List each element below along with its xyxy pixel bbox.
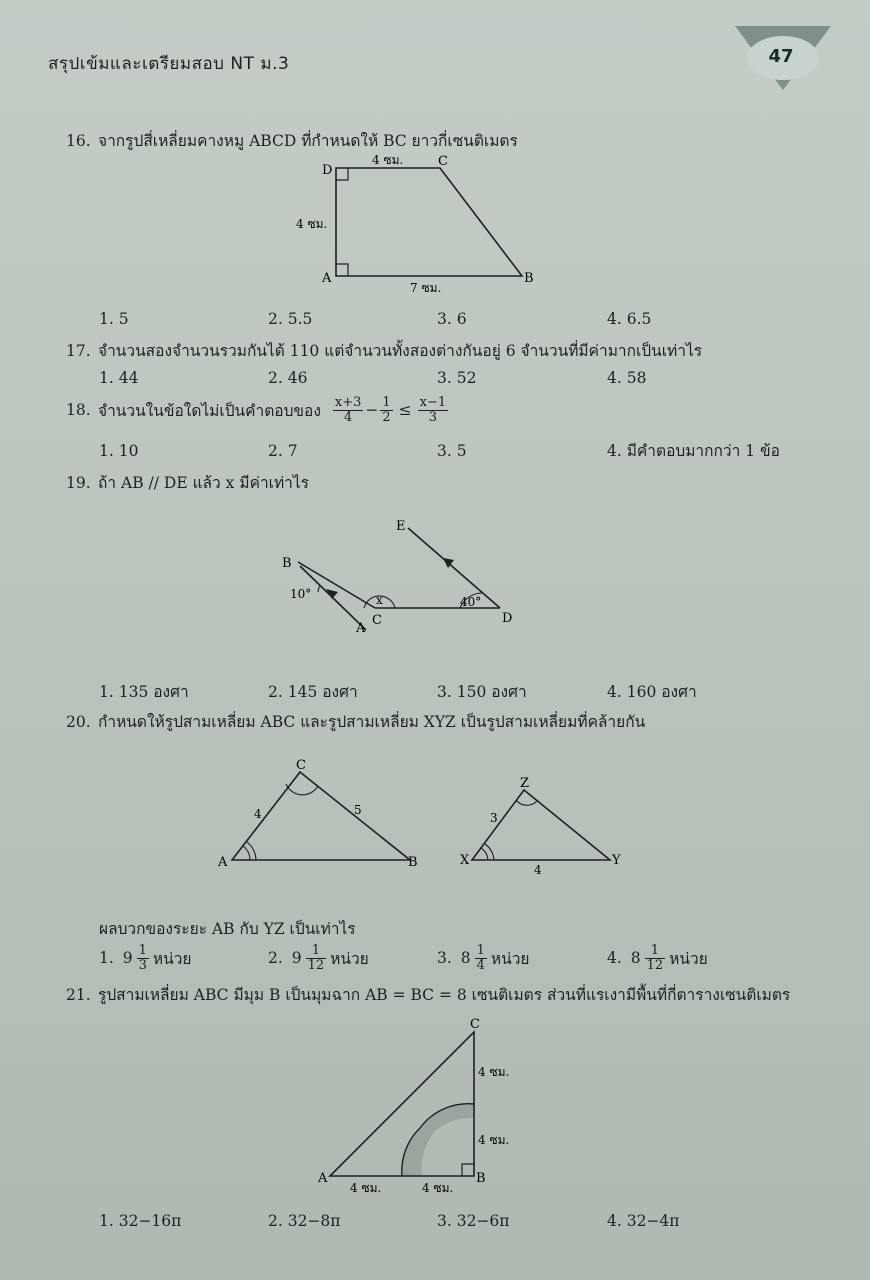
option-16-4[interactable]: 4. 6.5 [607, 310, 652, 328]
option-20-3[interactable]: 3. 8 $\frac{1}{4}$ หน่วย [437, 943, 530, 973]
dim-a-mid: 4 ซม. [350, 1181, 382, 1195]
option-20-4[interactable]: 4. 8 $\frac{1}{12}$ หน่วย [607, 943, 708, 973]
label-a: A [318, 1171, 328, 1186]
option-19-2[interactable]: 2. 145 องศา [268, 683, 358, 701]
label-e: E [396, 519, 406, 534]
fraction: $\frac{x+3}{4}$ [334, 395, 362, 425]
page-number: 47 [768, 46, 794, 67]
dim-mid-b2: 4 ซม. [422, 1181, 454, 1195]
dim-c-mid: 4 ซม. [478, 1065, 510, 1079]
question-16 [66, 128, 518, 153]
option-20-1[interactable]: 1. 9 $\frac{1}{3}$ หน่วย [99, 943, 192, 973]
right-triangle-shaded-figure [316, 1012, 536, 1198]
question-number: 16. [66, 132, 91, 150]
label-d: D [502, 611, 513, 626]
question-number: 17. [66, 342, 91, 360]
question-19 [66, 470, 309, 495]
label-c: C [438, 154, 448, 169]
trapezoid-figure [290, 152, 550, 300]
label-b: B [408, 855, 418, 870]
dim-ab: 7 ซม. [410, 281, 442, 295]
question-number: 18. [66, 401, 91, 420]
option-19-1[interactable]: 1. 135 องศา [99, 683, 189, 701]
label-x: X [460, 853, 470, 868]
question-number: 19. [66, 474, 91, 492]
option-21-1[interactable]: 1. 32−16π [99, 1212, 182, 1230]
label-z: Z [520, 776, 530, 791]
label-b: B [524, 271, 534, 286]
question-text: จากรูปสี่เหลี่ยมคางหมู ABCD ที่กำหนดให้ BC ยาวกี่เซนติเมตร [98, 132, 518, 150]
similar-triangles-figure [214, 756, 634, 878]
label-c: C [296, 758, 306, 773]
label-a: A [356, 621, 366, 636]
question-text: จำนวนในข้อใดไม่เป็นคำตอบของ [98, 401, 321, 420]
question-18 [66, 396, 450, 424]
angle-x: x [376, 593, 383, 607]
option-16-1[interactable]: 1. 5 [99, 310, 129, 328]
option-17-1[interactable]: 1. 44 [99, 369, 139, 387]
label-d: D [322, 163, 333, 178]
label-c: C [470, 1017, 480, 1032]
option-21-4[interactable]: 4. 32−4π [607, 1212, 680, 1230]
option-19-3[interactable]: 3. 150 องศา [437, 683, 527, 701]
option-16-3[interactable]: 3. 6 [437, 310, 467, 328]
question-number: 20. [66, 713, 91, 731]
dim-dc: 4 ซม. [372, 153, 404, 167]
dim-da: 4 ซม. [296, 217, 328, 231]
question-text: จำนวนสองจำนวนรวมกันได้ 110 แต่จำนวนทั้งสองต่างกันอยู่ 6 จำนวนที่มีค่ามากเป็นเท่าไร [98, 342, 703, 360]
angle-40: 40° [460, 595, 482, 609]
option-21-2[interactable]: 2. 32−8π [268, 1212, 341, 1230]
option-19-4[interactable]: 4. 160 องศา [607, 683, 697, 701]
fraction: $\frac{1}{2}$ [382, 395, 391, 425]
label-a: A [218, 855, 228, 870]
question-20 [66, 709, 645, 734]
page-header-title: สรุปเข้มและเตรียมสอบ NT ม.3 [48, 54, 290, 74]
option-16-2[interactable]: 2. 5.5 [268, 310, 313, 328]
option-17-2[interactable]: 2. 46 [268, 369, 308, 387]
option-17-4[interactable]: 4. 58 [607, 369, 647, 387]
inequality-expression: $\frac{x+3}{4}$ − $\frac{1}{2}$ ≤ $\frac{x-1}{3}$ [334, 395, 447, 425]
label-a: A [322, 271, 332, 286]
label-y: Y [612, 853, 621, 868]
question-text: กำหนดให้รูปสามเหลี่ยม ABC และรูปสามเหลี่ยม XYZ เป็นรูปสามเหลี่ยมที่คล้ายกัน [98, 713, 646, 731]
label-c: C [372, 613, 382, 628]
side-bc: 5 [354, 803, 362, 817]
question-number: 21. [66, 986, 91, 1004]
question-text: ถ้า AB // DE แล้ว x มีค่าเท่าไร [98, 474, 309, 492]
parallel-lines-figure [278, 512, 528, 640]
label-b: B [282, 556, 292, 571]
option-20-2[interactable]: 2. 9 $\frac{1}{12}$ หน่วย [268, 943, 369, 973]
side-xz: 3 [490, 811, 498, 825]
angle-10: 10° [290, 587, 312, 601]
fraction: $\frac{x-1}{3}$ [419, 395, 447, 425]
side-xy: 4 [534, 863, 542, 877]
dim-mid-b: 4 ซม. [478, 1133, 510, 1147]
option-18-2[interactable]: 2. 7 [268, 442, 298, 460]
option-18-3[interactable]: 3. 5 [437, 442, 467, 460]
question-17 [66, 338, 702, 363]
side-ac: 4 [254, 807, 262, 821]
question-text: รูปสามเหลี่ยม ABC มีมุม B เป็นมุมฉาก AB = BC = 8 เซนติเมตร ส่วนที่แรเงามีพื้นที่กี่ตารางเซนติเมตร [98, 986, 791, 1004]
question-21 [66, 982, 790, 1007]
option-18-1[interactable]: 1. 10 [99, 442, 139, 460]
option-18-4[interactable]: 4. มีคำตอบมากกว่า 1 ข้อ [607, 442, 780, 460]
label-b: B [476, 1171, 486, 1186]
option-21-3[interactable]: 3. 32−6π [437, 1212, 510, 1230]
option-17-3[interactable]: 3. 52 [437, 369, 477, 387]
question-20-subtext: ผลบวกของระยะ AB กับ YZ เป็นเท่าไร [99, 920, 356, 938]
